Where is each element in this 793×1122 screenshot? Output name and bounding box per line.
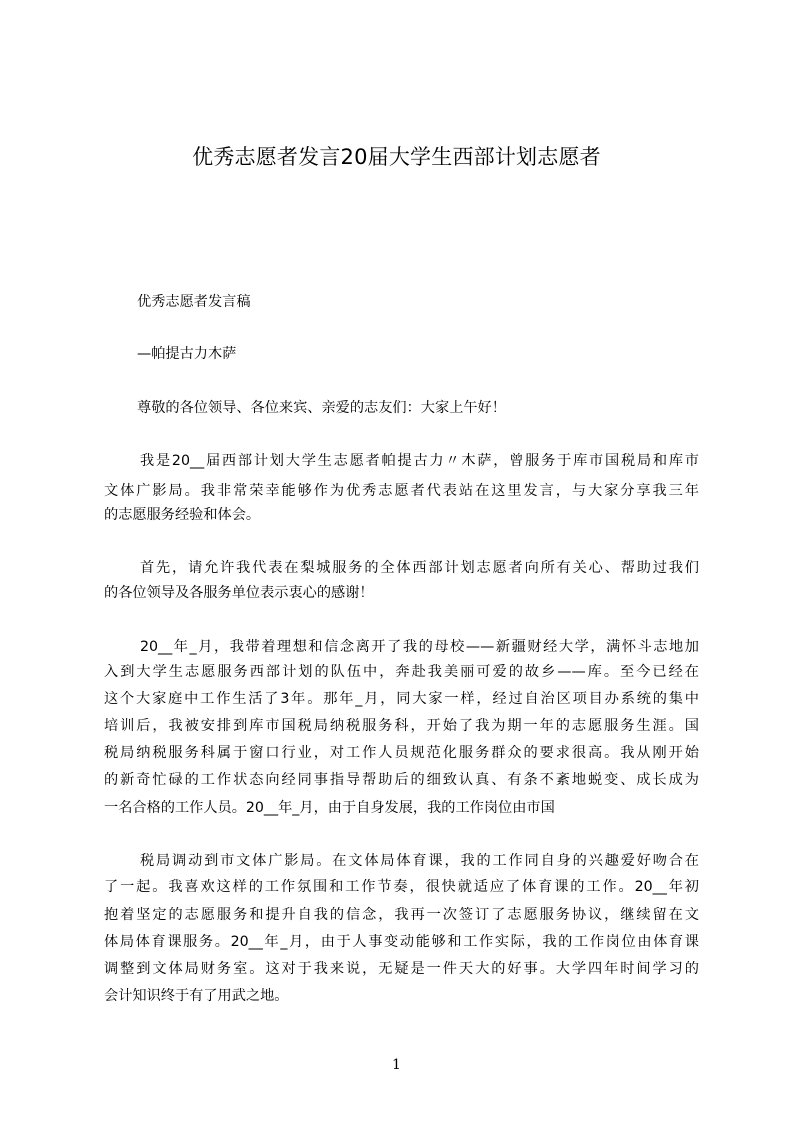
paragraph-line: 体局体育课服务。20__年_月，由于人事变动能够和工作实际，我的工作岗位由体育课 [104,934,699,950]
paragraph-line: 首先，请允许我代表在梨城服务的全体西部计划志愿者向所有关心、帮助过我们 [140,560,699,576]
paragraph-line: 调整到文体局财务室。这对于我来说，无疑是一件天大的好事。大学四年时间学习的 [104,961,699,977]
paragraph-line: 的新奇忙碌的工作状态向经同事指导帮助后的细致认真、有条不紊地蜕变、成长成为 [104,772,699,788]
paragraph-line: 了一起。我喜欢这样的工作氛围和工作节奏，很快就适应了体育课的工作。20__年初 [104,879,699,895]
page-number: 1 [392,1057,401,1073]
greeting-line: 尊敬的各位领导、各位来宾、亲爱的志友们：大家上午好！ [137,400,506,416]
paragraph-line: 的志愿服务经验和体会。 [104,507,261,523]
paragraph-line: 我是20__届西部计划大学生志愿者帕提古力〃木萨，曾服务于库市国税局和库市 [140,453,699,469]
document-title: 优秀志愿者发言20届大学生西部计划志愿者 [192,145,601,169]
paragraph-line: 抱着坚定的志愿服务和提升自我的信念，我再一次签订了志愿服务协议，继续留在文 [104,907,699,923]
paragraph-line: 税局纳税服务科属于窗口行业，对工作人员规范化服务群众的要求很高。我从刚开始 [104,745,699,761]
paragraph-line: 一名合格的工作人员。20__年_月，由于自身发展，我的工作岗位由市国 [104,800,555,816]
paragraph-line: 文体广影局。我非常荣幸能够作为优秀志愿者代表站在这里发言，与大家分享我三年 [104,483,699,499]
paragraph-line: 这个大家庭中工作生活了3年。那年_月，同大家一样，经过自治区项目办系统的集中 [104,691,699,707]
paragraph-line: 20__年_月，我带着理想和信念离开了我的母校——新疆财经大学，满怀斗志地加 [140,639,699,655]
paragraph-line: 的各位领导及各服务单位表示衷心的感谢！ [104,585,374,601]
paragraph-line: 会计知识终于有了用武之地。 [104,988,289,1004]
document-heading: 优秀志愿者发言稿 [137,294,251,310]
paragraph-line: 税局调动到市文体广影局。在文体局体育课，我的工作同自身的兴趣爱好吻合在 [140,853,699,869]
paragraph-line: 培训后，我被安排到库市国税局纳税服务科，开始了我为期一年的志愿服务生涯。国 [104,718,699,734]
paragraph-line: 入到大学生志愿服务西部计划的队伍中，奔赴我美丽可爱的故乡——库。至今已经在 [104,664,699,680]
author-line: —帕提古力木萨 [137,346,237,362]
